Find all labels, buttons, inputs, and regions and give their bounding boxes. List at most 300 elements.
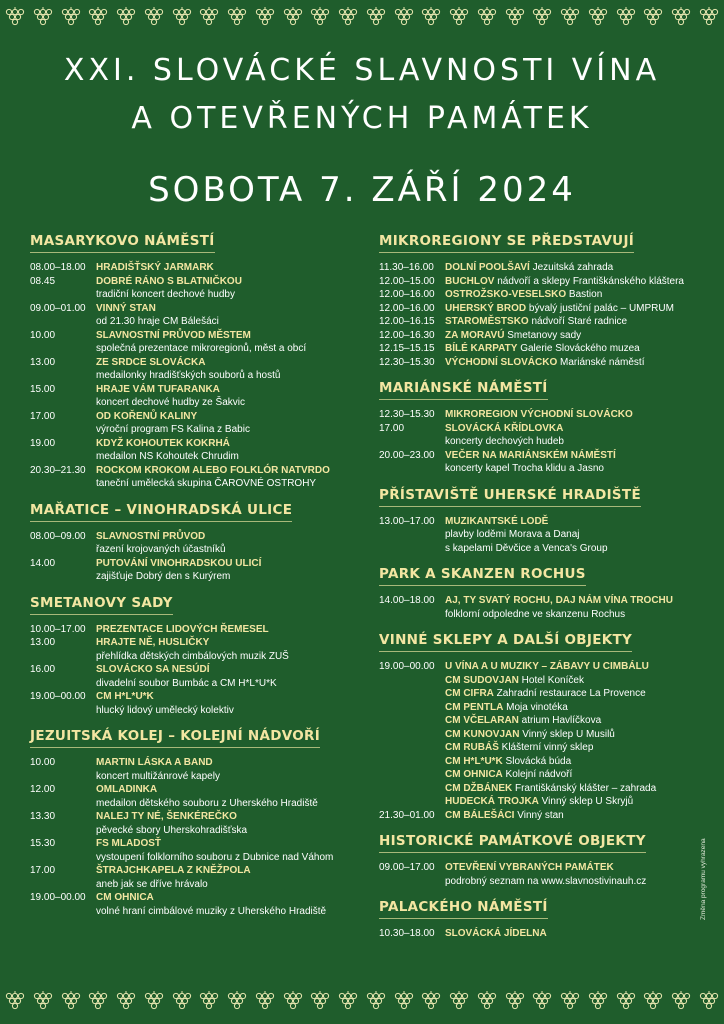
event-name: PREZENTACE LIDOVÝCH ŘEMESEL bbox=[96, 623, 269, 635]
event-time: 19.00–00.00 bbox=[379, 661, 435, 672]
section-title: HISTORICKÉ PAMÁTKOVÉ OBJEKTY bbox=[379, 833, 646, 853]
event-subtitle: společná prezentace mikroregionů, měst a obcí bbox=[96, 343, 307, 354]
event-description bbox=[445, 594, 709, 608]
event-row bbox=[30, 623, 360, 637]
section-title: MAŘATICE – VINOHRADSKÁ ULICE bbox=[30, 502, 292, 522]
event-row bbox=[30, 437, 360, 451]
event-time: 17.00 bbox=[379, 422, 405, 434]
event-time: 10.00 bbox=[30, 757, 56, 768]
event-description bbox=[96, 557, 360, 571]
event-row bbox=[379, 261, 709, 275]
event-name: VÝCHODNÍ SLOVÁCKO bbox=[445, 356, 558, 368]
grape-icon bbox=[531, 6, 553, 28]
event-subtitle: výroční program FS Kalina z Babic bbox=[96, 424, 250, 435]
event-time: 14.00 bbox=[30, 557, 56, 569]
event-description bbox=[96, 837, 360, 851]
event-time: 20.00–23.00 bbox=[379, 449, 435, 461]
grape-icon bbox=[559, 6, 581, 28]
event-name: BUCHLOV bbox=[445, 275, 495, 287]
grape-icon bbox=[32, 6, 54, 28]
grape-icon bbox=[476, 6, 498, 28]
event-time: 10.00 bbox=[30, 329, 56, 341]
event-description bbox=[445, 261, 709, 275]
event-description bbox=[445, 356, 709, 370]
grape-icon bbox=[504, 990, 526, 1012]
event-row bbox=[379, 782, 709, 796]
grape-icon bbox=[4, 6, 26, 28]
event-time: 15.30 bbox=[30, 838, 56, 849]
event-description bbox=[96, 690, 360, 704]
event-row bbox=[379, 714, 709, 728]
event-row bbox=[30, 690, 360, 704]
event-subtitle: podrobný seznam na www.slavnostivinauh.cz bbox=[445, 875, 647, 887]
event-description bbox=[445, 755, 709, 769]
event-time: 12.00–16.15 bbox=[379, 316, 435, 327]
event-row bbox=[30, 329, 360, 343]
event-description bbox=[96, 636, 360, 650]
event-subtitle: od 21.30 hraje CM Bálešáci bbox=[96, 316, 219, 327]
event-subtitle: s kapelami Děvčice a Venca's Group bbox=[445, 542, 608, 554]
event-description bbox=[445, 275, 709, 289]
right-column bbox=[379, 232, 709, 951]
event-name: SLOVÁCKÁ KŘÍDLOVKA bbox=[445, 422, 564, 434]
event-subtitle: medailonky hradišťských souborů a hostů bbox=[96, 370, 281, 381]
event-description bbox=[445, 660, 709, 674]
event-subtitle: pěvecké sbory Uherskohradišťska bbox=[96, 824, 248, 836]
event-subtitle: taneční umělecká skupina ČAROVNÉ OSTROHY bbox=[96, 478, 317, 489]
event-name: HRAJTE NĚ, HUSLIČKY bbox=[96, 637, 210, 648]
event-row bbox=[30, 783, 360, 797]
page-title-line1: XXI. SLOVÁCKÉ SLAVNOSTI VÍNA bbox=[63, 53, 661, 88]
event-name: MIKROREGION VÝCHODNÍ SLOVÁCKO bbox=[445, 409, 633, 420]
event-time bbox=[379, 714, 445, 728]
section-masarykovo bbox=[30, 232, 360, 491]
event-place: Bastion bbox=[566, 289, 603, 300]
event-subtitle: zajišťuje Dobrý den s Kurýrem bbox=[96, 571, 231, 582]
event-name: OMLADINKA bbox=[96, 784, 158, 795]
event-description bbox=[96, 810, 360, 824]
event-subtitle: folklorní odpoledne ve skanzenu Rochus bbox=[445, 608, 626, 620]
event-name: CM H*L*U*K bbox=[96, 691, 154, 702]
grape-icon bbox=[60, 6, 82, 28]
event-description bbox=[445, 687, 709, 701]
event-place: Vinný sklep U Musilů bbox=[519, 728, 615, 740]
event-name: CM SUDOVJAN bbox=[445, 674, 519, 686]
event-description bbox=[445, 674, 709, 688]
event-row bbox=[379, 701, 709, 715]
event-subtitle: plavby loděmi Morava a Danaj bbox=[445, 529, 580, 540]
grape-icon bbox=[476, 990, 498, 1012]
event-name: CM KUNOVJAN bbox=[445, 728, 520, 740]
section-pristaviste bbox=[379, 486, 709, 556]
event-time: 12.00–16.00 bbox=[379, 302, 435, 314]
event-time: 13.00–17.00 bbox=[379, 515, 435, 527]
event-row bbox=[30, 756, 360, 770]
event-description bbox=[96, 437, 360, 451]
event-description bbox=[445, 408, 709, 422]
grape-icon bbox=[642, 6, 664, 28]
event-subtitle: vystoupení folklorního souboru z Dubnice nad Váhom bbox=[96, 851, 334, 863]
event-place: Zahradní restaurace La Provence bbox=[493, 688, 646, 699]
event-subtitle: koncerty kapel Trocha klidu a Jasno bbox=[445, 463, 604, 474]
event-description bbox=[445, 342, 709, 356]
event-description bbox=[96, 356, 360, 370]
event-row bbox=[379, 356, 709, 370]
event-subtitle: koncert multižánrové kapely bbox=[96, 770, 220, 782]
event-time: 08.00–09.00 bbox=[30, 530, 86, 542]
grape-icon bbox=[115, 990, 137, 1012]
event-name: SLOVÁCKO SA NESÚDÍ bbox=[96, 664, 210, 675]
grape-icon bbox=[587, 6, 609, 28]
event-place: Klášterní vinný sklep bbox=[498, 742, 594, 753]
event-name: OSTROŽSKO-VESELSKO bbox=[445, 289, 567, 300]
event-time bbox=[379, 701, 445, 715]
event-time bbox=[379, 782, 445, 796]
event-description bbox=[96, 530, 360, 544]
event-name: CM CIFRA bbox=[445, 688, 494, 699]
grape-icon bbox=[448, 6, 470, 28]
section-title: VINNÉ SKLEPY A DALŠÍ OBJEKTY bbox=[379, 632, 632, 652]
event-row bbox=[379, 674, 709, 688]
event-row bbox=[379, 687, 709, 701]
event-time bbox=[379, 768, 445, 782]
grape-icon bbox=[670, 990, 692, 1012]
event-name: FS MLADOSŤ bbox=[96, 838, 161, 849]
event-name: STAROMĚSTSKO bbox=[445, 316, 529, 327]
section-title: MARIÁNSKÉ NÁMĚSTÍ bbox=[379, 380, 548, 400]
event-name: CM OHNICA bbox=[96, 892, 154, 903]
grape-icon bbox=[87, 990, 109, 1012]
event-description bbox=[445, 782, 709, 796]
event-name: KDYŽ KOHOUTEK KOKRHÁ bbox=[96, 437, 230, 449]
grape-icon bbox=[504, 6, 526, 28]
bottom-grape-border bbox=[0, 990, 724, 1016]
grape-icon bbox=[254, 6, 276, 28]
section-marianske bbox=[379, 379, 709, 476]
event-row bbox=[30, 864, 360, 878]
event-row bbox=[30, 464, 360, 478]
grape-icon bbox=[587, 990, 609, 1012]
grape-icon bbox=[60, 990, 82, 1012]
grape-icon bbox=[698, 990, 720, 1012]
event-date: SOBOTA 7. ZÁŘÍ 2024 bbox=[148, 170, 576, 210]
event-row bbox=[379, 927, 709, 941]
event-time: 13.00 bbox=[30, 637, 56, 648]
event-time: 14.00–18.00 bbox=[379, 595, 435, 606]
event-subtitle: koncerty dechových hudeb bbox=[445, 436, 564, 447]
grape-icon bbox=[115, 6, 137, 28]
event-place: Moja vinotéka bbox=[503, 701, 568, 713]
event-description bbox=[445, 741, 709, 755]
event-time: 10.30–18.00 bbox=[379, 928, 435, 939]
section-title: MASARYKOVO NÁMĚSTÍ bbox=[30, 233, 215, 253]
grape-icon bbox=[198, 6, 220, 28]
event-row bbox=[379, 755, 709, 769]
event-name: ROCKOM KROKOM ALEBO FOLKLÓR NATVRDO bbox=[96, 464, 330, 476]
event-time: 09.00–17.00 bbox=[379, 862, 435, 873]
event-time bbox=[379, 687, 445, 701]
event-time: 17.00 bbox=[30, 865, 56, 876]
grape-icon bbox=[226, 6, 248, 28]
event-time: 12.00–16.30 bbox=[379, 329, 435, 341]
event-description bbox=[445, 728, 709, 742]
event-time: 12.00 bbox=[30, 784, 56, 795]
event-row bbox=[379, 329, 709, 343]
event-name: CM PENTLA bbox=[445, 701, 504, 713]
event-place: atrium Havlíčkova bbox=[518, 715, 602, 726]
event-name: DOBRÉ RÁNO S BLATNIČKOU bbox=[96, 275, 242, 287]
event-name: VINNÝ STAN bbox=[96, 302, 156, 314]
grape-icon bbox=[32, 990, 54, 1012]
event-subtitle: volné hraní cimbálové muziky z Uherského Hradiště bbox=[96, 905, 327, 917]
event-subtitle: hlucký lidový umělecký kolektiv bbox=[96, 704, 234, 716]
event-row bbox=[379, 422, 709, 436]
event-row bbox=[379, 449, 709, 463]
grape-icon bbox=[143, 990, 165, 1012]
event-place: Jezuitská zahrada bbox=[529, 262, 614, 273]
grape-icon bbox=[309, 6, 331, 28]
event-time: 19.00–00.00 bbox=[30, 691, 86, 702]
event-subtitle: přehlídka dětských cimbálových muzik ZUŠ bbox=[96, 650, 289, 662]
event-name: ŠTRAJCHKAPELA Z KNĚŽPOLA bbox=[96, 865, 251, 876]
event-time: 19.00–00.00 bbox=[30, 892, 86, 903]
event-row bbox=[30, 891, 360, 905]
event-name: CM BÁLEŠÁCI bbox=[445, 809, 515, 821]
top-grape-border bbox=[0, 6, 724, 32]
grape-icon bbox=[254, 990, 276, 1012]
event-row bbox=[30, 275, 360, 289]
event-time bbox=[379, 674, 445, 688]
grape-icon bbox=[531, 990, 553, 1012]
event-name: HRADIŠŤSKÝ JARMARK bbox=[96, 262, 214, 273]
grape-icon bbox=[420, 990, 442, 1012]
event-row bbox=[379, 809, 709, 823]
grape-icon bbox=[171, 990, 193, 1012]
event-row bbox=[379, 515, 709, 529]
event-time: 16.00 bbox=[30, 664, 56, 675]
grape-icon bbox=[198, 990, 220, 1012]
event-description bbox=[96, 383, 360, 397]
event-description bbox=[445, 768, 709, 782]
event-subtitle: tradiční koncert dechové hudby bbox=[96, 289, 235, 300]
event-time: 12.15–15.15 bbox=[379, 343, 435, 354]
event-row bbox=[30, 810, 360, 824]
event-time: 15.00 bbox=[30, 383, 56, 395]
event-row bbox=[379, 275, 709, 289]
event-row bbox=[30, 530, 360, 544]
grape-icon bbox=[642, 990, 664, 1012]
event-description bbox=[445, 927, 709, 941]
event-name: DOLNÍ POOLŠAVÍ bbox=[445, 262, 530, 273]
event-place: Slovácká búda bbox=[502, 755, 572, 767]
section-title: JEZUITSKÁ KOLEJ – KOLEJNÍ NÁDVOŘÍ bbox=[30, 728, 320, 748]
grape-icon bbox=[393, 6, 415, 28]
event-row bbox=[30, 302, 360, 316]
section-historicke bbox=[379, 832, 709, 888]
event-description bbox=[445, 422, 709, 436]
event-row bbox=[30, 383, 360, 397]
grape-icon bbox=[4, 990, 26, 1012]
grape-icon bbox=[226, 990, 248, 1012]
event-place: nádvoří a sklepy Františkánského kláštera bbox=[494, 275, 684, 287]
event-time: 13.00 bbox=[30, 356, 56, 368]
event-row bbox=[379, 861, 709, 875]
event-name: SLOVÁCKÁ JÍDELNA bbox=[445, 928, 547, 939]
section-title: MIKROREGIONY SE PŘEDSTAVUJÍ bbox=[379, 233, 634, 253]
grape-icon bbox=[87, 6, 109, 28]
event-description bbox=[96, 864, 360, 878]
event-time bbox=[379, 755, 445, 769]
event-place: Vinný sklep U Skryjů bbox=[538, 796, 634, 807]
event-row bbox=[379, 342, 709, 356]
grape-icon bbox=[698, 6, 720, 28]
section-rochus bbox=[379, 565, 709, 621]
event-time: 10.00–17.00 bbox=[30, 623, 86, 635]
event-time: 17.00 bbox=[30, 410, 56, 422]
event-subtitle: medailon dětského souboru z Uherského Hradiště bbox=[96, 797, 318, 809]
grape-icon bbox=[282, 6, 304, 28]
event-description bbox=[445, 288, 709, 302]
event-subtitle: divadelní soubor Bumbác a CM H*L*U*K bbox=[96, 677, 277, 689]
event-place: nádvoří Staré radnice bbox=[528, 316, 628, 327]
event-description bbox=[96, 783, 360, 797]
event-name: OD KOŘENŮ KALINY bbox=[96, 410, 198, 422]
event-row bbox=[30, 356, 360, 370]
event-time bbox=[379, 741, 445, 755]
event-name: BÍLÉ KARPATY bbox=[445, 343, 518, 354]
event-description bbox=[96, 329, 360, 343]
event-row bbox=[379, 768, 709, 782]
event-subtitle: koncert dechové hudby ze Šakvic bbox=[96, 397, 245, 408]
event-name: PUTOVÁNÍ VINOHRADSKOU ULICÍ bbox=[96, 557, 262, 569]
event-description bbox=[445, 329, 709, 343]
grape-icon bbox=[393, 990, 415, 1012]
event-description bbox=[96, 663, 360, 677]
event-time: 12.00–15.00 bbox=[379, 275, 435, 287]
event-time: 21.30–01.00 bbox=[379, 809, 435, 821]
event-row bbox=[379, 288, 709, 302]
event-name: ZE SRDCE SLOVÁCKA bbox=[96, 356, 206, 368]
event-row bbox=[30, 636, 360, 650]
grape-icon bbox=[615, 990, 637, 1012]
event-description bbox=[96, 891, 360, 905]
event-name: SLAVNOSTNÍ PRŮVOD bbox=[96, 530, 206, 542]
grape-icon bbox=[337, 6, 359, 28]
event-description bbox=[445, 861, 709, 875]
event-description bbox=[96, 302, 360, 316]
grape-icon bbox=[448, 990, 470, 1012]
event-row bbox=[379, 741, 709, 755]
grape-icon bbox=[337, 990, 359, 1012]
event-name: CM VČELARAN bbox=[445, 715, 519, 726]
event-time: 11.30–16.00 bbox=[379, 262, 434, 273]
event-subtitle: aneb jak se dříve hrávalo bbox=[96, 878, 208, 890]
event-place: Vinný stan bbox=[514, 809, 564, 821]
section-sklepy bbox=[379, 631, 709, 822]
section-title: PARK A SKANZEN ROCHUS bbox=[379, 566, 586, 586]
event-name: MUZIKANTSKÉ LODĚ bbox=[445, 515, 549, 527]
event-name: MARTIN LÁSKA A BAND bbox=[96, 757, 213, 768]
event-subtitle: medailon NS Kohoutek Chrudim bbox=[96, 451, 239, 462]
grape-icon bbox=[365, 990, 387, 1012]
event-row bbox=[30, 261, 360, 275]
event-place: Františkánský klášter – zahrada bbox=[512, 782, 657, 794]
event-place: Kolejní nádvoří bbox=[502, 769, 573, 780]
event-description bbox=[445, 809, 709, 823]
event-row bbox=[30, 837, 360, 851]
event-description bbox=[445, 302, 709, 316]
event-name: OTEVŘENÍ VYBRANÝCH PAMÁTEK bbox=[445, 862, 614, 873]
event-description bbox=[445, 795, 709, 809]
event-row bbox=[30, 557, 360, 571]
event-place: bývalý justiční palác – UMPRUM bbox=[526, 302, 674, 314]
event-name: CM DŽBÁNEK bbox=[445, 782, 513, 794]
event-subtitle: řazení krojovaných účastníků bbox=[96, 544, 226, 555]
event-name: HRAJE VÁM TUFARANKA bbox=[96, 383, 220, 395]
left-column bbox=[30, 232, 360, 928]
event-name: CM OHNICA bbox=[445, 769, 503, 780]
section-jezuitska bbox=[30, 727, 360, 918]
event-row bbox=[379, 728, 709, 742]
event-name: UHERSKÝ BROD bbox=[445, 302, 527, 314]
event-time bbox=[379, 795, 445, 809]
event-name: CM RUBÁŠ bbox=[445, 742, 499, 753]
event-time: 08.45 bbox=[30, 275, 56, 287]
event-name: ZA MORAVÚ bbox=[445, 329, 505, 341]
grape-icon bbox=[282, 990, 304, 1012]
event-row bbox=[379, 594, 709, 608]
event-time: 08.00–18.00 bbox=[30, 262, 86, 273]
section-palackeho bbox=[379, 898, 709, 941]
grape-icon bbox=[143, 6, 165, 28]
event-description bbox=[96, 464, 360, 478]
event-description bbox=[445, 714, 709, 728]
event-place: Galerie Slováckého muzea bbox=[517, 343, 640, 354]
grape-icon bbox=[420, 6, 442, 28]
grape-icon bbox=[171, 6, 193, 28]
event-time: 09.00–01.00 bbox=[30, 302, 86, 314]
event-name: AJ, TY SVATÝ ROCHU, DAJ NÁM VÍNA TROCHU bbox=[445, 595, 673, 606]
event-time: 12.30–15.30 bbox=[379, 409, 435, 420]
program-change-note: Změna programu vyhrazena bbox=[700, 838, 707, 920]
event-time: 13.30 bbox=[30, 811, 56, 822]
grape-icon bbox=[670, 6, 692, 28]
section-mikroregiony bbox=[379, 232, 709, 369]
event-description bbox=[445, 315, 709, 329]
grape-icon bbox=[309, 990, 331, 1012]
event-place: Mariánské náměstí bbox=[557, 356, 645, 368]
grape-icon bbox=[615, 6, 637, 28]
event-time: 20.30–21.30 bbox=[30, 464, 86, 476]
event-description bbox=[445, 449, 709, 463]
event-description bbox=[96, 275, 360, 289]
event-time: 12.00–16.00 bbox=[379, 289, 435, 300]
event-name: SLAVNOSTNÍ PRŮVOD MĚSTEM bbox=[96, 329, 251, 341]
section-title: PALACKÉHO NÁMĚSTÍ bbox=[379, 899, 548, 919]
event-description bbox=[445, 701, 709, 715]
event-time: 19.00 bbox=[30, 437, 56, 449]
event-time: 12.30–15.30 bbox=[379, 356, 435, 368]
event-description bbox=[96, 623, 360, 637]
event-row bbox=[30, 410, 360, 424]
event-name: NALEJ TY NÉ, ŠENKÉREČKO bbox=[96, 811, 237, 822]
event-name: VEČER NA MARIÁNSKÉM NÁMĚSTÍ bbox=[445, 449, 616, 461]
section-title: PŘÍSTAVIŠTĚ UHERSKÉ HRADIŠTĚ bbox=[379, 487, 641, 507]
event-description bbox=[96, 261, 360, 275]
event-description bbox=[445, 515, 709, 529]
event-name: CM H*L*U*K bbox=[445, 755, 503, 767]
event-description bbox=[96, 756, 360, 770]
